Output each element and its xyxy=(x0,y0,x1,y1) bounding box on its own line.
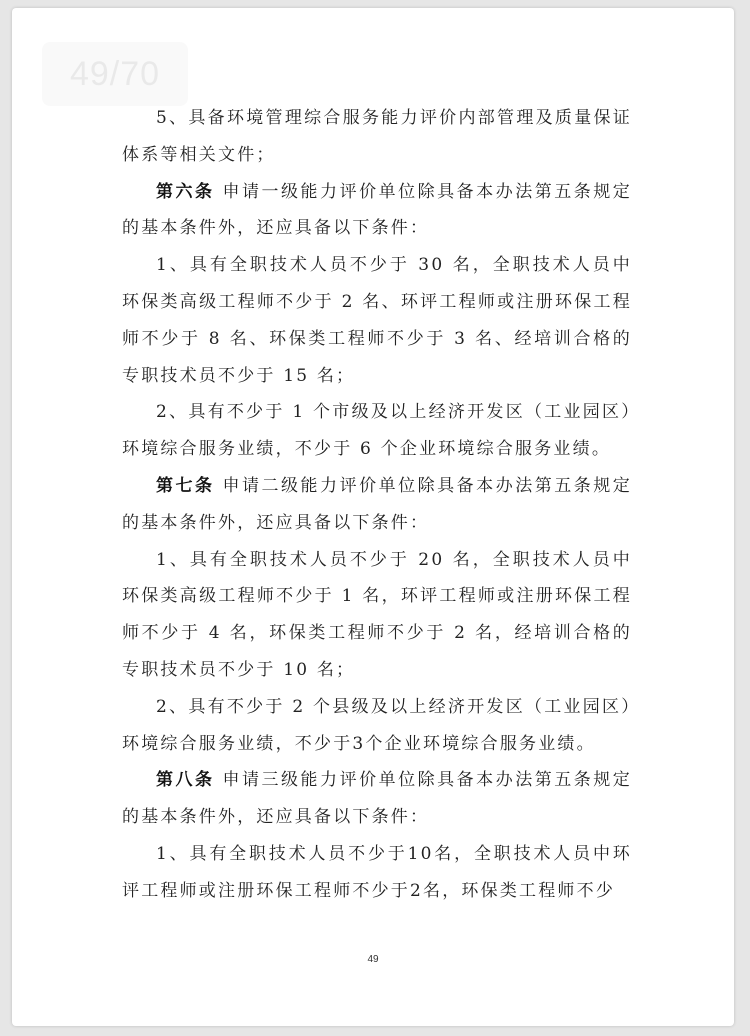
article-heading: 第六条 xyxy=(156,181,215,202)
paragraph-item-5 xyxy=(122,100,632,174)
page-number: 49 xyxy=(367,954,379,965)
article-6-item-1 xyxy=(122,247,632,394)
article-heading: 第七条 xyxy=(156,475,215,496)
paragraph-text: 1、具有全职技术人员不少于 30 名，全职技术人员中环保类高级工程师不少于 2 名、环评工程师或注册环保工程师不少于 8 名、环保类工程师不少于 3 名、经培训合格的专职技术员不少于 15 名； xyxy=(122,255,632,386)
article-7 xyxy=(122,468,632,542)
article-8 xyxy=(122,762,632,836)
article-6 xyxy=(122,174,632,248)
document-page xyxy=(12,8,734,1026)
article-7-item-2 xyxy=(122,689,632,763)
paragraph-text: 2、具有不少于 2 个县级及以上经济开发区（工业园区）环境综合服务业绩，不少于3个企业环境综合服务业绩。 xyxy=(122,696,632,754)
article-8-item-1 xyxy=(122,836,632,910)
paragraph-text: 申请一级能力评价单位除具备本办法第五条规定的基本条件外，还应具备以下条件： xyxy=(122,181,632,239)
paragraph-text: 1、具有全职技术人员不少于10名，全职技术人员中环评工程师或注册环保工程师不少于2名，环保类工程师不少 xyxy=(122,843,632,901)
paragraph-text: 申请三级能力评价单位除具备本办法第五条规定的基本条件外，还应具备以下条件： xyxy=(122,770,632,828)
page-counter-badge: 49/70 xyxy=(42,42,188,106)
article-6-item-2 xyxy=(122,394,632,468)
paragraph-text: 申请二级能力评价单位除具备本办法第五条规定的基本条件外，还应具备以下条件： xyxy=(122,475,632,533)
paragraph-text: 5、具备环境管理综合服务能力评价内部管理及质量保证体系等相关文件； xyxy=(122,108,632,165)
article-heading: 第八条 xyxy=(156,770,215,791)
paragraph-text: 2、具有不少于 1 个市级及以上经济开发区（工业园区）环境综合服务业绩，不少于 6 个企业环境综合服务业绩。 xyxy=(122,402,632,460)
paragraph-text: 1、具有全职技术人员不少于 20 名，全职技术人员中环保类高级工程师不少于 1 名，环评工程师或注册环保工程师不少于 4 名，环保类工程师不少于 2 名，经培训合格的专职技术员不少于 10 名； xyxy=(122,549,632,680)
document-body xyxy=(122,100,632,910)
article-7-item-1 xyxy=(122,542,632,689)
